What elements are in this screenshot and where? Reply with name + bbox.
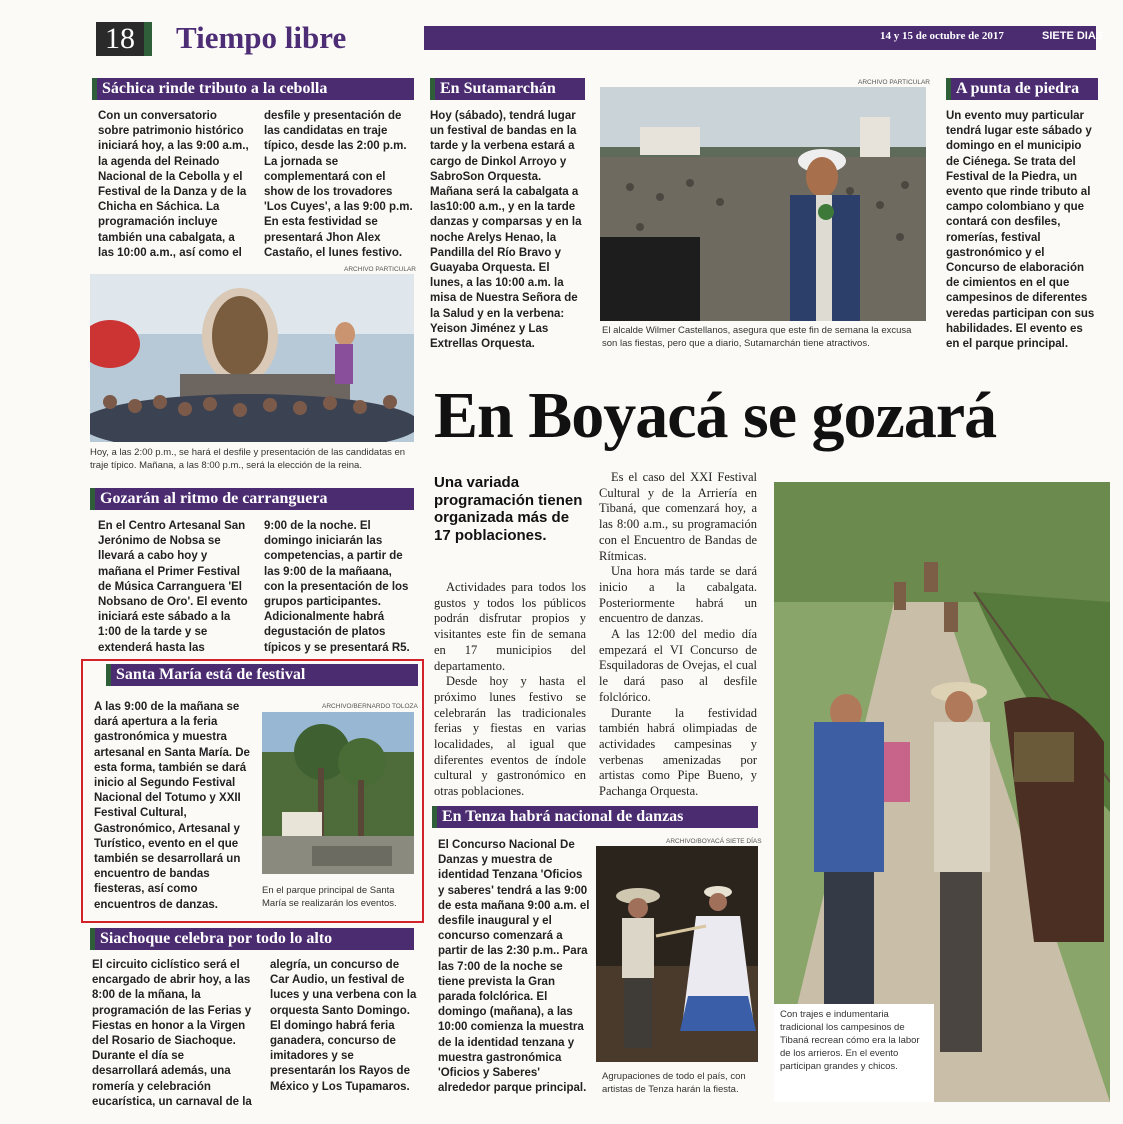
nobsa-title: Gozarán al ritmo de carranguera bbox=[90, 488, 414, 510]
sutamarchan-body: Hoy (sábado), tendrá lugar un festival de bandas en la tarde y la verbena estará a cargo de Dinkol Arroyo y SabroSon Orquesta. Mañana será la cabalgata a las10:00 a.m., y en la tarde danzas y comparsas y en la noche Arelys Henao, la Pandilla del Río Bravo y Guayaba Orquesta. El lunes, a las 10:00 a.m. la misa de Nuestra Señora de la Salud y en la verbena: Yeison Jiménez y Las Extrellas Orquesta. bbox=[430, 110, 582, 351]
santa-maria-body: A las 9:00 de la mañana se dará apertura a la feria gastronómica y muestra artesanal en Santa María. De esta forma, también se dará inicio al Segundo Festival Nacional del Totumo y XXII Festival Cultural, Gastronómico, Artesanal y Turístico, evento en el que también se desarrollará un encuentro de bandas fiesteras, así como encuentros de danzas. bbox=[94, 701, 250, 911]
main-col2-para-4: Durante la festividad también habrá olimpiadas de actividades campesinas y verbenas amenizadas por artistas como Pipe Bueno, y Pachanga Orquesta. bbox=[599, 705, 757, 799]
siachoque-col1: El circuito ciclístico será el encargado de abrir hoy, a las 8:00 de la mñana, la programación de las Ferias y Fiestas en honor a la Virgen del Rosario de Siachoque. Durante el día se desarrollará además, una romería y celebración eucarística, un carnaval de la bbox=[92, 959, 252, 1108]
tenza-photo-credit: ARCHIVO/BOYACÁ SIETE DÍAS bbox=[666, 838, 762, 845]
punta-piedra-body: Un evento muy particular tendrá lugar este sábado y domingo en el municipio de Ciénega. Se trata del Festival de la Piedra, un evento que rinde tributo al campo colombiano y que contará con desfiles, romerías, festival gastronómico y el Concurso de elaboración de cimientos en el que campesinos de diferentes veredas participan con sus habilidades. El evento es en el parque principal. bbox=[946, 110, 1095, 351]
tenza-title: En Tenza habrá nacional de danzas bbox=[432, 806, 758, 828]
santa-maria-photo bbox=[262, 712, 414, 874]
tenza-caption: Agrupaciones de todo el país, con artistas de Tenza harán la fiesta. bbox=[602, 1071, 746, 1095]
sutamarchan-caption: El alcalde Wilmer Castellanos, asegura que este fin de semana la excusa son las fiestas, pero que a diario, Sutamarchán tiene atractivos. bbox=[602, 325, 912, 349]
sutamarchan-photo bbox=[600, 87, 926, 321]
tibana-caption: Con trajes e indumentaria tradicional los campesinos de Tibaná recrean cómo era la labor de los arrieros. En el evento participan grandes y chicos. bbox=[780, 1009, 920, 1072]
sachica-photo-credit: ARCHIVO PARTICULAR bbox=[344, 266, 416, 273]
santa-maria-caption: En el parque principal de Santa María se realizarán los eventos. bbox=[262, 885, 397, 909]
sachica-caption: Hoy, a las 2:00 p.m., se hará el desfile y presentación de las candidatas en traje típico. Mañana, a las 8:00 p.m., será la elección de la reina. bbox=[90, 447, 406, 471]
tenza-body: El Concurso Nacional De Danzas y muestra de identidad Tenzana 'Oficios y saberes' tendrá a las 9:00 de esta mañana 9:00 a.m. el desfile inaugural y el concurso comenzará a partir de las 2:30 p.m.. Para las 7:00 de la noche se tiene prevista la Gran parada folclórica. El domingo (mañana), a las 10:00 comienza la muestra de la identidad tenzana y muestra gastronómica 'Oficios y Saberes' alrededor parque principal. bbox=[438, 839, 590, 1095]
punta-piedra-title: A punta de piedra bbox=[946, 78, 1098, 100]
main-col1-para-1: Actividades para todos los gustos y todos los públicos podrán disfrutar propios y visitantes este fin de semana en 17 municipios del departamento. bbox=[434, 580, 586, 673]
main-col2-para-1: Es el caso del XXI Festival Cultural y de la Arriería en Tibaná, que comenzará hoy, a las 8:00 a.m., su programación con el Encuentro de Bandas de Rítmicas. bbox=[599, 470, 757, 563]
main-column-1 bbox=[434, 580, 586, 800]
sachica-photo bbox=[90, 274, 414, 442]
main-column-2 bbox=[599, 470, 757, 800]
santa-maria-title: Santa María está de festival bbox=[106, 664, 418, 686]
sachica-col1: Con un conversatorio sobre patrimonio histórico iniciará hoy, a las 9:00 a.m., la agenda del Reinado Nacional de la Cebolla y el Festival de la Danza y de la Chicha en Sáchica. La programación incluye también una cabalgata, a las 10:00 a.m., así como el bbox=[98, 110, 249, 259]
brand-name: SIETE DIAS bbox=[1042, 30, 1104, 42]
nobsa-col1: En el Centro Artesanal San Jerónimo de Nobsa se llevará a cabo hoy y mañana el Primer Festival de Música Carranguera 'El Nobsano de Oro'. El evento iniciará este sábado a la 1:00 de la tarde y se extenderá hasta las bbox=[98, 520, 248, 654]
tenza-photo bbox=[596, 846, 758, 1062]
nobsa-col2: 9:00 de la noche. El domingo iniciarán las competencias, a partir de las 9:00 de la mañaana, con la presentación de los grupos participantes. Adicionalmente habrá degustación de platos típicos y se presentará R5. bbox=[264, 520, 410, 654]
main-lead: Una variada programación tienen organizada más de 17 poblaciones. bbox=[434, 474, 583, 544]
sachica-title: Sáchica rinde tributo a la cebolla bbox=[92, 78, 414, 100]
siachoque-title: Siachoque celebra por todo lo alto bbox=[90, 928, 414, 950]
main-col2-para-3: A las 12:00 del medio día empezará el VI Concurso de Esquiladoras de Ovejas, el cual le dará paso al desfile folclórico. bbox=[599, 627, 757, 704]
page-number-accent bbox=[144, 22, 152, 56]
issue-date: 14 y 15 de octubre de 2017 bbox=[880, 30, 1004, 42]
sutamarchan-title: En Sutamarchán bbox=[430, 78, 585, 100]
section-title: Tiempo libre bbox=[176, 20, 347, 55]
main-col2-para-2: Una hora más tarde se dará inicio a la cabalgata. Posteriormente habrá un encuentro de danzas. bbox=[599, 564, 757, 626]
santa-maria-photo-credit: ARCHIVO/BERNARDO TOLOZA bbox=[322, 703, 418, 710]
main-col1-para-2: Desde hoy y hasta el próximo lunes festivo se celebrarán las tradicionales ferias y fiestas en varias localidades, al igual que diferentes eventos de índole cultural y gastronómico en otras poblaciones. bbox=[434, 674, 586, 799]
siachoque-col2: alegría, un concurso de Car Audio, un festival de luces y una verbena con la orquesta Santo Domingo. El domingo habrá feria ganadera, concurso de imitadores y se presentarán los Rayos de México y Los Tupamaros. bbox=[270, 959, 417, 1093]
sachica-col2: desfile y presentación de las candidatas en traje típico, desde las 2:00 p.m. La jornada se complementará con el show de los trovadores 'Los Cuyes', a las 9:00 p.m. En esta festividad se presentará Jhon Alex Castaño, el lunes festivo. bbox=[264, 110, 413, 259]
main-headline: En Boyacá se gozará bbox=[434, 379, 997, 452]
sutamarchan-photo-credit: ARCHIVO PARTICULAR bbox=[858, 79, 930, 86]
page-number: 18 bbox=[96, 22, 144, 56]
